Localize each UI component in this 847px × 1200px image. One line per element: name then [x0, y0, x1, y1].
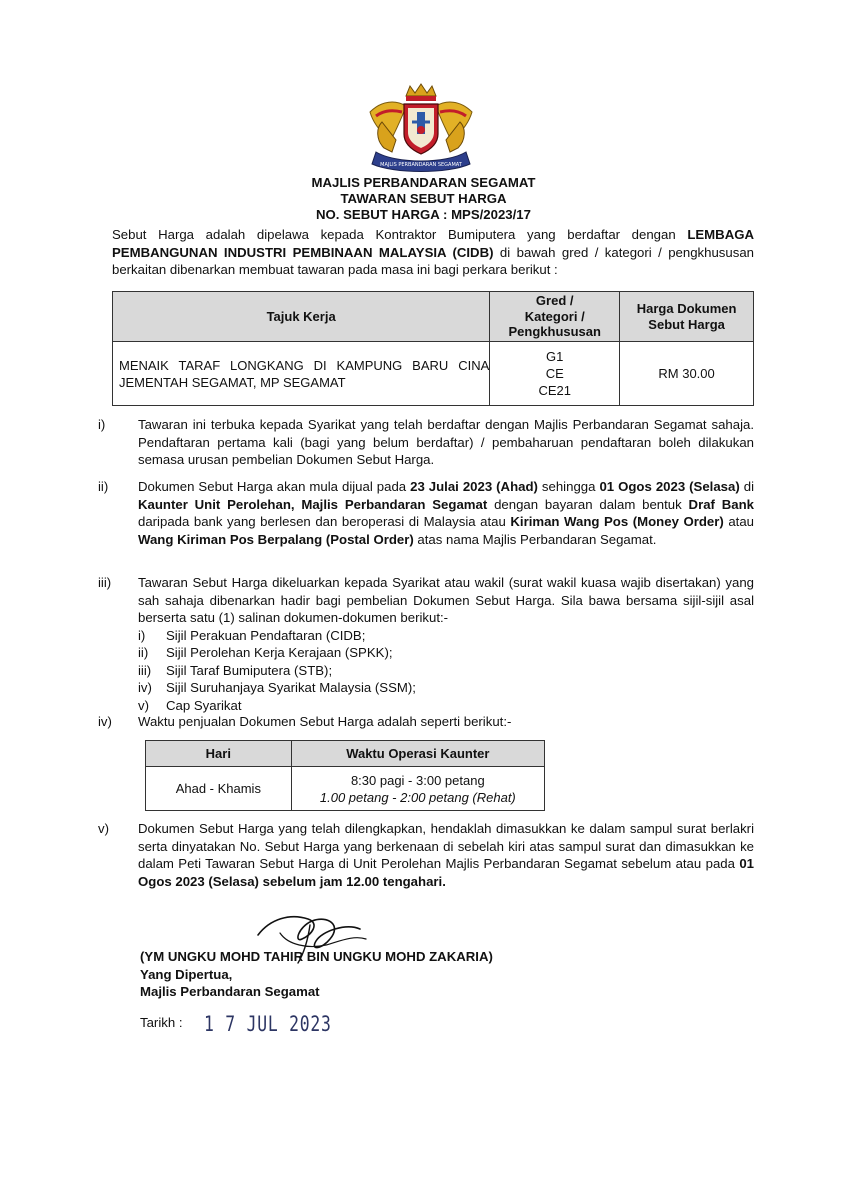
hours-header-time: Waktu Operasi Kaunter — [291, 741, 544, 767]
work-grade-cell: G1 CE CE21 — [490, 342, 620, 406]
clause-ii — [98, 478, 754, 548]
work-table-header-price: Harga Dokumen Sebut Harga — [620, 292, 754, 342]
list-item: iv) Sijil Suruhanjaya Syarikat Malaysia (SSM); — [138, 680, 416, 695]
clause-iii — [98, 574, 754, 714]
signer-title: Yang Dipertua, — [140, 966, 233, 982]
work-title-cell: MENAIK TARAF LONGKANG DI KAMPUNG BARU CINA JEMENTAH SEGAMAT, MP SEGAMAT — [113, 342, 490, 406]
work-price-cell: RM 30.00 — [620, 342, 754, 406]
council-name: MAJLIS PERBANDARAN SEGAMAT — [311, 175, 536, 190]
date-label: Tarikh : — [140, 1015, 183, 1030]
municipal-crest-logo — [362, 82, 480, 176]
hours-table — [145, 740, 545, 811]
clause-text: Waktu penjualan Dokumen Sebut Harga adalah seperti berikut:- — [138, 714, 512, 729]
clause-text: Tawaran Sebut Harga dikeluarkan kepada Syarikat atau wakil (surat wakil kuasa wajib disertakan) yang sah sahaja dibenarkan hadir bagi pembelian Dokumen Sebut Harga. Sila bawa bersama sijil-sijil asal berserta satu (1) salinan dokumen-dokumen berikut:- i) Sijil Perakuan Pendaftaran (CIDB; ii) Sijil Perolehan Kerja Kerajaan (SPKK); iii) Sijil Taraf Bumiputera (STB); iv) Sijil Suruhanjaya Syarikat Malaysia (SSM); v) Cap Syarikat — [138, 575, 754, 713]
signer-organization: Majlis Perbandaran Segamat — [140, 984, 320, 999]
clause-number: iii) — [98, 575, 112, 590]
hours-time-cell: 8:30 pagi - 3:00 petang 1.00 petang - 2:00 petang (Rehat) — [291, 767, 544, 811]
work-table — [112, 291, 754, 406]
table-row — [146, 767, 545, 811]
work-table-header-grade: Gred / Kategori / Pengkhususan — [490, 292, 620, 342]
intro-text-a: Sebut Harga adalah dipelawa kepada Kontraktor Bumiputera yang berdaftar dengan — [112, 227, 688, 242]
list-item: ii) Sijil Perolehan Kerja Kerajaan (SPKK); — [138, 645, 393, 660]
clause-i — [98, 416, 754, 469]
document-checklist — [138, 627, 754, 715]
clause-number: iv) — [98, 714, 112, 729]
intro-cidb-name: LEMBAGA PEMBANGUNAN INDUSTRI PEMBINAAN MALAYSIA (CIDB) — [112, 227, 754, 260]
clause-text: Dokumen Sebut Harga akan mula dijual pada 23 Julai 2023 (Ahad) sehingga 01 Ogos 2023 (Selasa) di Kaunter Unit Perolehan, Majlis Perbandaran Segamat dengan bayaran dalam bentuk Draf Bank daripada bank yang berlesen dan beroperasi di Malaysia atau Kiriman Wang Pos (Money Order) atau Wang Kiriman Pos Berpalang (Postal Order) atas nama Majlis Perbandaran Segamat. — [138, 479, 754, 547]
clause-text: Dokumen Sebut Harga yang telah dilengkapkan, hendaklah dimasukkan ke dalam sampul surat berlakri serta dinyatakan No. Sebut Harga yang berkenaan di sebelah kiri atas sampul surat dan dimasukkan ke dalam Peti Tawaran Sebut Harga di Unit Perolehan Majlis Perbandaran Segamat sebelum atau pada 01 Ogos 2023 (Selasa) sebelum jam 12.00 tengahari. — [138, 821, 754, 889]
hours-day-cell: Ahad - Khamis — [146, 767, 292, 811]
signer-block — [140, 948, 493, 1001]
clause-v — [98, 820, 754, 890]
list-item: i) Sijil Perakuan Pendaftaran (CIDB; — [138, 627, 366, 643]
signer-name: (YM UNGKU MOHD TAHIR BIN UNGKU MOHD ZAKARIA) — [140, 949, 493, 964]
work-table-header-title: Tajuk Kerja — [113, 292, 490, 342]
intro-paragraph — [112, 226, 754, 279]
list-item: v) Cap Syarikat — [138, 697, 242, 713]
document-title: TAWARAN SEBUT HARGA — [340, 191, 507, 206]
document-header — [0, 175, 847, 223]
list-item: iii) Sijil Taraf Bumiputera (STB); — [138, 662, 333, 678]
hours-header-day: Hari — [146, 741, 292, 767]
crest-banner-text: MAJLIS PERBANDARAN SEGAMAT — [380, 162, 462, 168]
clause-number: v) — [98, 821, 109, 836]
clause-text: Tawaran ini terbuka kepada Syarikat yang telah berdaftar dengan Majlis Perbandaran Segamat sahaja. Pendaftaran pertama kali (bagi yang belum berdaftar) / pembaharuan pendaftaran boleh dilakukan semasa urusan pembelian Dokumen Sebut Harga. — [138, 417, 754, 467]
date-line — [140, 1012, 368, 1036]
date-stamp: 1 7 JUL 2023 — [204, 1012, 332, 1036]
intro-text-b: di bawah gred / kategori / pengkhususan berkaitan dibenarkan membuat tawaran pada masa ini bagi perkara berikut : — [112, 244, 754, 277]
clause-iv — [98, 713, 754, 731]
clause-number: ii) — [98, 479, 109, 494]
quotation-number: NO. SEBUT HARGA : MPS/2023/17 — [316, 207, 531, 222]
table-row — [113, 342, 754, 406]
clause-number: i) — [98, 417, 106, 432]
